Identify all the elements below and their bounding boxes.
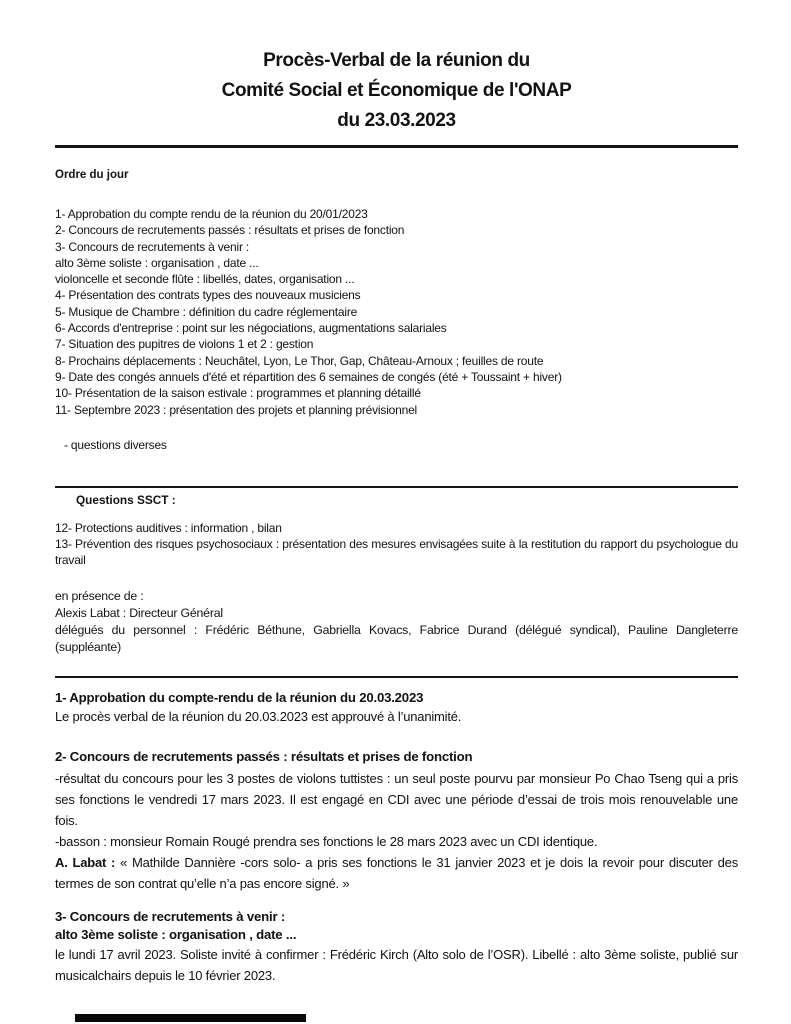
page-title [55,46,738,136]
section-3-subheading: alto 3ème soliste : organisation , date ... [55,926,297,942]
attendance-director: Alexis Labat : Directeur Général [55,605,223,620]
agenda-item: 4- Présentation des contrats types des nouveaux musiciens [55,288,361,303]
section-2-quote [55,852,738,894]
agenda-item: violoncelle et seconde flûte : libellés, dates, organisation ... [55,272,355,287]
title-line-1: Procès-Verbal de la réunion du [263,50,530,71]
section-2 [55,748,738,894]
agenda-item: 7- Situation des pupitres de violons 1 et 2 : gestion [55,337,314,352]
section-2-paragraph-1: -résultat du concours pour les 3 postes de violons tuttistes : un seul poste pourvu par monsieur Po Chao Tseng qui a pris ses fonctions le vendredi 17 mars 2023. Il est engagé en CDI avec une période d’essai de trois mois renouvelable une fois. [55,770,738,828]
section-1 [55,689,738,727]
ssct-divider [55,486,738,488]
agenda-item: 2- Concours de recrutements passés : résultats et prises de fonction [55,223,405,238]
section-3-heading: 3- Concours de recrutements à venir : [55,908,286,924]
agenda-item: 8- Prochains déplacements : Neuchâtel, Lyon, Le Thor, Gap, Château-Arnoux ; feuilles de route [55,353,544,368]
agenda-item: 11- Septembre 2023 : présentation des projets et planning prévisionnel [55,402,418,417]
agenda-item: 6- Accords d'entreprise : point sur les négociations, augmentations salariales [55,321,447,336]
agenda-item: alto 3ème soliste : organisation , date ... [55,255,259,270]
clipped-heading-bar [75,1014,306,1022]
quote-text: « Mathilde Dannière -cors solo- a pris ses fonctions le 31 janvier 2023 et je dois la revoir pour discuter des termes de son contrat qu’elle n’a pas encore signé. » [55,854,738,891]
attendance-intro: en présence de : [55,588,144,603]
section-3-body: le lundi 17 avril 2023. Soliste invité à confirmer : Frédéric Kirch (Alto solo de l’OSR). Libellé : alto 3ème soliste, publié sur musicalchairs depuis le 10 février 2023. [55,946,738,983]
questions-diverses: - questions diverses [64,437,167,452]
agenda-item: 3- Concours de recrutements à venir : [55,239,250,254]
ssct-item-13: 13- Prévention des risques psychosociaux : présentation des mesures envisagées suite à la restitution du rapport du psychologue du travail [55,537,738,568]
quote-speaker: A. Labat : [55,854,116,870]
title-divider [55,145,738,148]
title-line-3: du 23.03.2023 [337,110,456,131]
agenda-heading: Ordre du jour [55,169,129,181]
agenda-item: 1- Approbation du compte rendu de la réunion du 20/01/2023 [55,207,368,221]
attendance-block [55,588,738,656]
section-1-body: Le procès verbal de la réunion du 20.03.2023 est approuvé à l’unanimité. [55,708,462,724]
title-line-2: Comité Social et Économique de l'ONAP [221,80,572,101]
body-divider [55,676,738,678]
ssct-list [55,520,738,569]
agenda-list [55,206,738,418]
section-1-heading: 1- Approbation du compte-rendu de la réunion du 20.03.2023 [55,689,424,705]
attendance-delegates: délégués du personnel : Frédéric Béthune, Gabriella Kovacs, Fabrice Durand (délégué syndical), Pauline Dangleterre (suppléante) [55,622,738,654]
section-2-paragraph-2: -basson : monsieur Romain Rougé prendra ses fonctions le 28 mars 2023 avec un CDI identique. [55,833,598,849]
section-3 [55,908,738,986]
agenda-item: 5- Musique de Chambre : définition du cadre réglementaire [55,304,358,319]
section-2-heading: 2- Concours de recrutements passés : résultats et prises de fonction [55,748,473,764]
agenda-item: 10- Présentation de la saison estivale : programmes et planning détaillé [55,386,421,401]
agenda-item: 9- Date des congés annuels d'été et répartition des 6 semaines de congés (été + Toussaint + hiver) [55,369,562,384]
ssct-item-12: 12- Protections auditives : information , bilan [55,520,282,535]
ssct-heading: Questions SSCT : [76,492,176,507]
